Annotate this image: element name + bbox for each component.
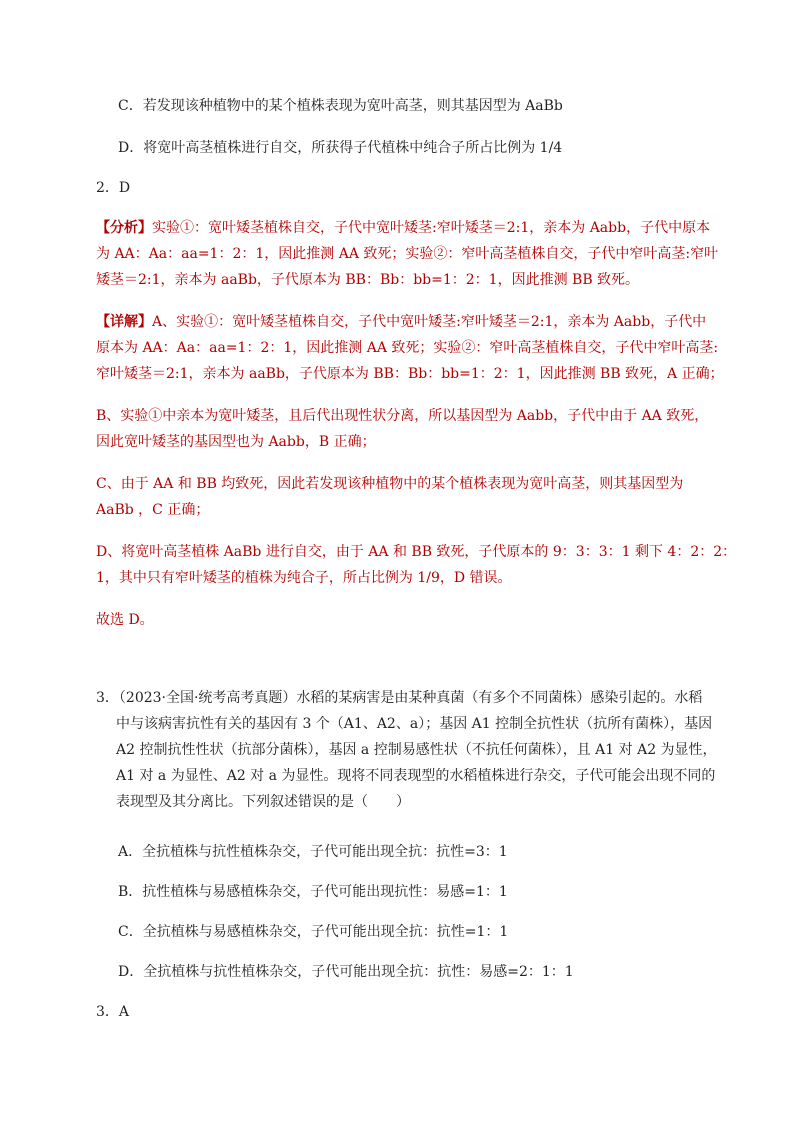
detail-line-2: 原本为 AA：Aa：aa=1：2：1，因此推测 AA 致死；实验②：窄叶高茎植株自交，子代中窄叶高茎:	[96, 340, 719, 356]
analysis-line-1	[96, 218, 710, 238]
q3-stem-line-5: 表现型及其分离比。下列叙述错误的是（ ）	[116, 794, 410, 810]
q3-stem-line-3: A2 控制抗性性状（抗部分菌株），基因 a 控制易感性状（不抗任何菌株），且 A1 对 A2 为显性，	[116, 742, 717, 758]
q3-stem-line-1: 3．（2023·全国·统考高考真题）水稻的某病害是由某种真菌（有多个不同菌株）感染引起的。水稻	[96, 690, 703, 706]
detail-d-line-2: 1，其中只有窄叶矮茎的植株为纯合子，所占比例为 1/9，D 错误。	[96, 570, 512, 586]
q3-option-a: A．全抗植株与抗性植株杂交，子代可能出现全抗：抗性=3：1	[118, 844, 508, 860]
detail-d-line-1: D、将宽叶高茎植株 AaBb 进行自交，由于 AA 和 BB 致死，子代原本的 9：3：3：1 剩下 4：2：2：	[96, 544, 737, 560]
detail-line-3: 窄叶矮茎＝2:1，亲本为 aaBb，子代原本为 BB：Bb：bb=1：2：1，因此推测 BB 致死，A 正确；	[96, 366, 724, 382]
detail-text-1: A、实验①：宽叶矮茎植株自交，子代中宽叶矮茎:窄叶矮茎＝2:1，亲本为 Aabb，子代中	[152, 314, 707, 330]
q3-option-b: B．抗性植株与易感植株杂交，子代可能出现抗性：易感=1：1	[118, 884, 508, 900]
q2-answer: 2．D	[96, 180, 131, 196]
q3-option-c: C．全抗植株与易感植株杂交，子代可能出现全抗：抗性=1：1	[118, 924, 509, 940]
detail-c-line-1: C、由于 AA 和 BB 均致死，因此若发现该种植物中的某个植株表现为宽叶高茎，则其基因型为	[96, 476, 684, 492]
detail-conclusion: 故选 D。	[96, 612, 154, 628]
detail-c-line-2: AaBb ，C 正确；	[96, 502, 210, 518]
q3-option-d: D．全抗植株与抗性植株杂交，子代可能出现全抗：抗性：易感=2：1：1	[118, 964, 574, 980]
q2-option-c: C．若发现该种植物中的某个植株表现为宽叶高茎，则其基因型为 AaBb	[118, 98, 563, 114]
analysis-line-2: 为 AA：Aa：aa=1：2：1，因此推测 AA 致死；实验②：窄叶高茎植株自交，子代中窄叶高茎:窄叶	[96, 246, 719, 262]
analysis-line-3: 矮茎＝2:1，亲本为 aaBb，子代原本为 BB：Bb：bb=1：2：1，因此推测 BB 致死。	[96, 272, 640, 288]
detail-b-line-1: B、实验①中亲本为宽叶矮茎，且后代出现性状分离，所以基因型为 Aabb，子代中由于 AA 致死，	[96, 408, 709, 424]
detail-tag: 【详解】	[96, 314, 152, 330]
detail-b-line-2: 因此宽叶矮茎的基因型也为 Aabb，B 正确；	[96, 434, 376, 450]
analysis-text-1: 实验①：宽叶矮茎植株自交，子代中宽叶矮茎:窄叶矮茎＝2:1，亲本为 Aabb，子代中原本	[152, 220, 711, 236]
detail-line-1	[96, 312, 706, 332]
q3-stem-line-2: 中与该病害抗性有关的基因有 3 个（A1、A2、a）；基因 A1 控制全抗性状（抗所有菌株），基因	[116, 716, 713, 732]
q3-answer: 3．A	[96, 1004, 130, 1020]
q3-stem-line-4: A1 对 a 为显性、A2 对 a 为显性。现将不同表现型的水稻植株进行杂交，子代可能会出现不同的	[116, 768, 716, 784]
analysis-tag: 【分析】	[96, 220, 152, 236]
q2-option-d: D．将宽叶高茎植株进行自交，所获得子代植株中纯合子所占比例为 1/4	[118, 140, 563, 156]
